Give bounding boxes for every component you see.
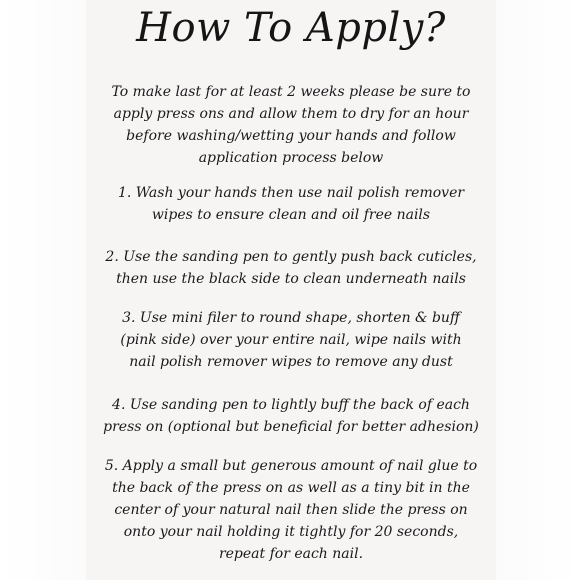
text-line: onto your nail holding it tightly for 20 seconds,: [123, 524, 459, 540]
text-line: (pink side) over your entire nail, wipe nails with: [120, 332, 462, 348]
step-3: [92, 307, 490, 373]
text-line: wipes to ensure clean and oil free nails: [151, 207, 431, 223]
text-line: the back of the press on as well as a tiny bit in the: [112, 480, 470, 496]
right-margin: [496, 0, 580, 580]
text-line: 1. Wash your hands then use nail polish remover: [117, 185, 465, 201]
page-title: How To Apply?: [136, 5, 446, 51]
text-line: repeat for each nail.: [218, 546, 364, 562]
text-line: then use the black side to clean underneath nails: [116, 271, 466, 287]
step-4: [92, 394, 490, 438]
text-line: nail polish remover wipes to remove any dust: [129, 354, 453, 370]
text-line: 3. Use mini filer to round shape, shorten & buff: [122, 310, 460, 326]
text-line: apply press ons and allow them to dry for an hour: [113, 106, 469, 122]
text-line: To make last for at least 2 weeks please be sure to: [111, 84, 471, 100]
step-2: [92, 246, 490, 290]
text-line: 5. Apply a small but generous amount of nail glue to: [104, 458, 478, 474]
text-line: center of your natural nail then slide the press on: [114, 502, 468, 518]
text-line: before washing/wetting your hands and follow: [126, 128, 456, 144]
text-line: application process below: [198, 150, 384, 166]
text-line: press on (optional but beneficial for better adhesion): [103, 419, 479, 435]
text-line: 2. Use the sanding pen to gently push back cuticles,: [105, 249, 477, 265]
left-margin: [0, 0, 86, 580]
step-5: [92, 455, 490, 565]
intro-paragraph: [92, 81, 490, 169]
step-1: [92, 182, 490, 226]
text-line: 4. Use sanding pen to lightly buff the back of each: [112, 397, 470, 413]
